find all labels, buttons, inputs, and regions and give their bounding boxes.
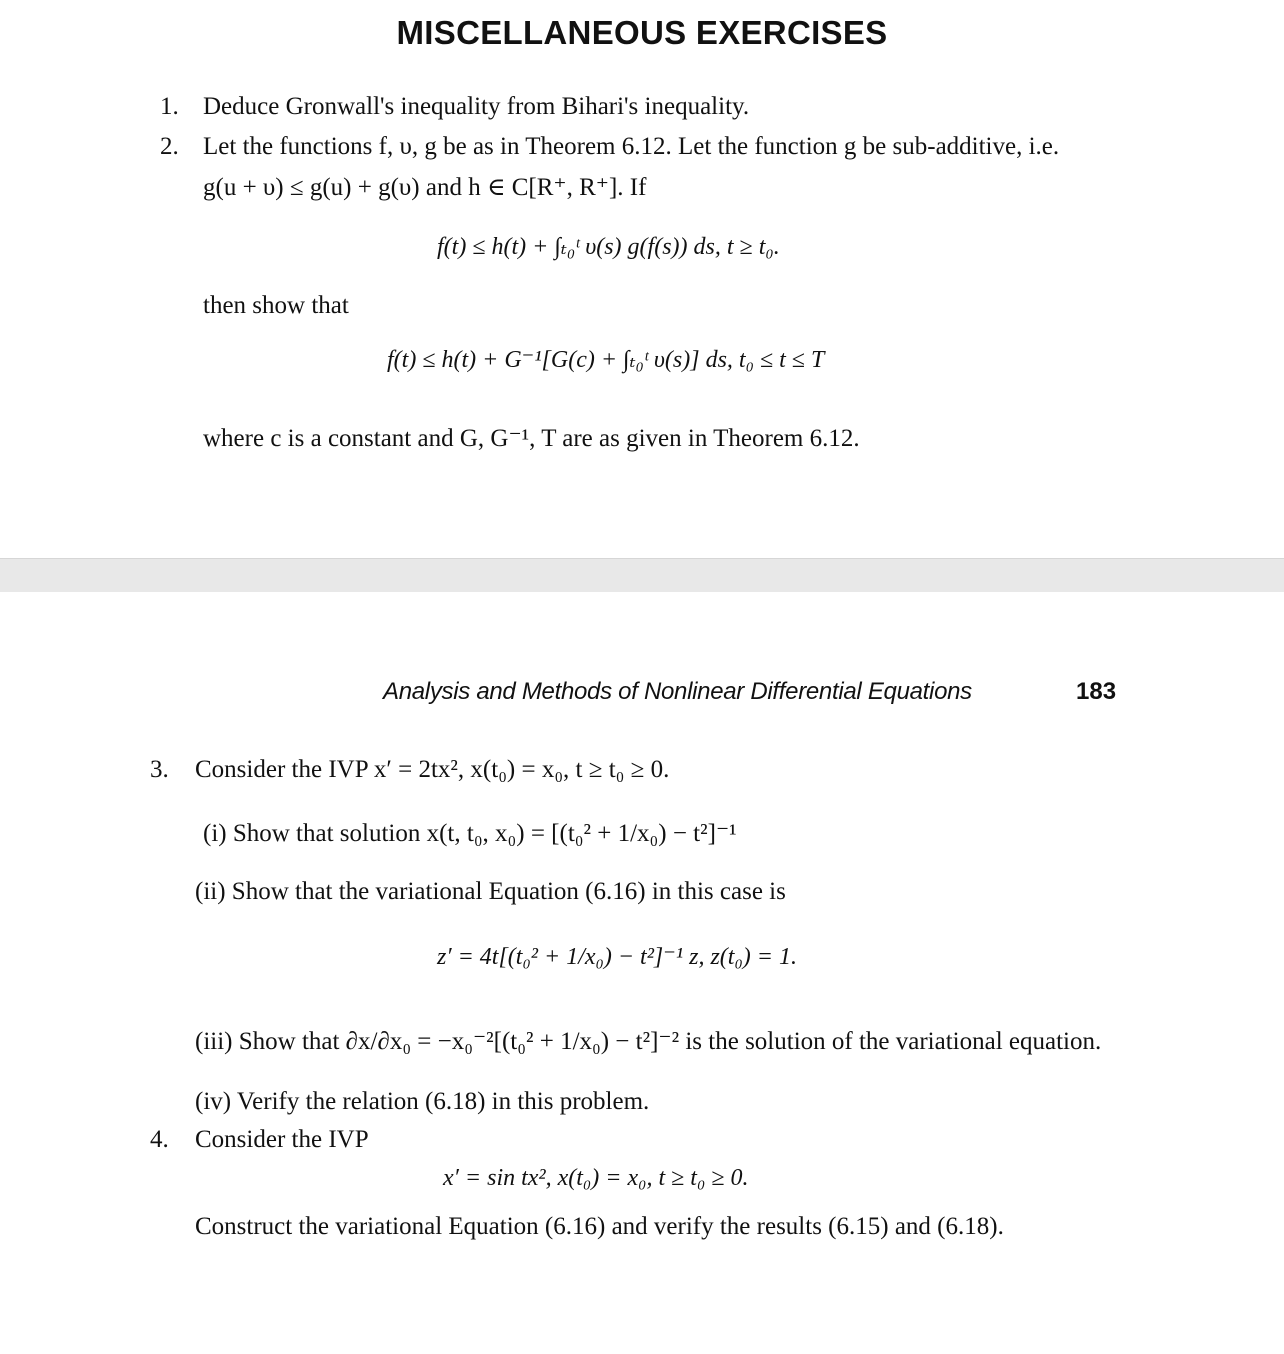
exercise-3-equation-ii: z′ = 4t[(t₀² + 1/x₀) − t²]⁻¹ z, z(t₀) = 1. (437, 944, 797, 970)
exercise-2-line-2: g(u + υ) ≤ g(u) + g(υ) and h ∈ C[R⁺, R⁺]. If (203, 174, 647, 201)
bottom-page (0, 592, 1284, 1354)
page-number: 183 (1076, 678, 1117, 705)
exercise-4-line-2: Construct the variational Equation (6.16) and verify the results (6.15) and (6.18). (195, 1213, 1004, 1240)
exercise-2-equation-1: f(t) ≤ h(t) + ∫ₜ₀ᵗ υ(s) g(f(s)) ds, t ≥ t₀. (437, 234, 780, 260)
exercise-2-equation-2: f(t) ≤ h(t) + G⁻¹[G(c) + ∫ₜ₀ᵗ υ(s)] ds, t₀ ≤ t ≤ T (387, 347, 825, 373)
exercise-4-line-1: Consider the IVP (195, 1126, 369, 1153)
exercise-3-part-i: (i) Show that solution x(t, t₀, x₀) = [(t₀² + 1/x₀) − t²]⁻¹ (203, 820, 737, 847)
exercise-3-part-iv: (iv) Verify the relation (6.18) in this problem. (195, 1088, 650, 1115)
exercise-2-number: 2. (160, 133, 179, 160)
exercise-3-line-1: Consider the IVP x′ = 2tx², x(t₀) = x₀, t ≥ t₀ ≥ 0. (195, 756, 670, 783)
page-title: MISCELLANEOUS EXERCISES (396, 14, 888, 51)
exercise-3-part-iii: (iii) Show that ∂x/∂x₀ = −x₀⁻²[(t₀² + 1/x₀) − t²]⁻² is the solution of the variational equation. (195, 1028, 1102, 1055)
exercise-1-number: 1. (160, 93, 179, 120)
exercise-4-number: 4. (150, 1126, 169, 1153)
exercise-1-text: Deduce Gronwall's inequality from Bihari's inequality. (203, 93, 750, 120)
exercise-3-part-ii: (ii) Show that the variational Equation (6.16) in this case is (195, 878, 786, 905)
exercise-2-line-1: Let the functions f, υ, g be as in Theorem 6.12. Let the function g be sub-additive, i.e. (203, 133, 1060, 160)
exercise-4-equation: x′ = sin tx², x(t₀) = x₀, t ≥ t₀ ≥ 0. (443, 1165, 749, 1191)
page-separator (0, 558, 1284, 594)
exercise-2-then-text: then show that (203, 292, 349, 319)
exercise-2-where-text: where c is a constant and G, G⁻¹, T are as given in Theorem 6.12. (203, 425, 860, 452)
exercise-3-number: 3. (150, 756, 169, 783)
top-page (0, 0, 1284, 558)
running-header-title: Analysis and Methods of Nonlinear Differential Equations (383, 678, 972, 705)
